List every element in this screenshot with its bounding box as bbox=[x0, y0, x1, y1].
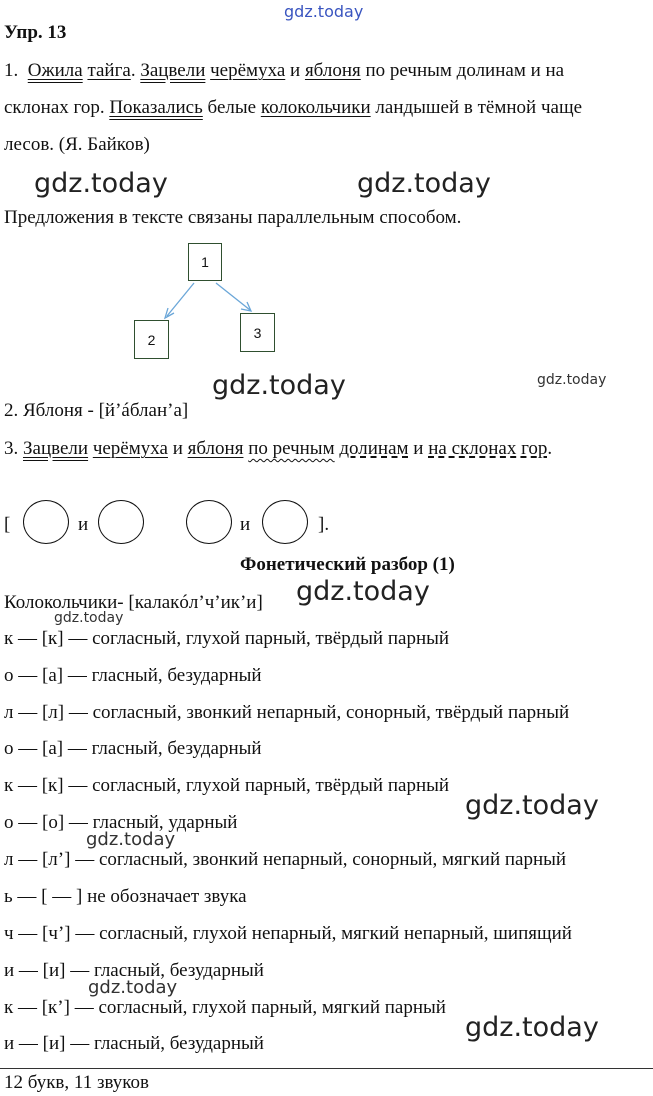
sentence-line-3: лесов. (Я. Байков) bbox=[4, 134, 150, 155]
predicate: Показались bbox=[109, 97, 203, 118]
scheme-and-1: и bbox=[78, 514, 89, 535]
phonetic-row: к — [к’] — согласный, глухой парный, мягкий парный bbox=[4, 997, 446, 1018]
phonetic-row: л — [л] — согласный, звонкий непарный, сонорный, твёрдый парный bbox=[4, 702, 570, 723]
subject: тайга bbox=[87, 60, 131, 81]
watermark: gdz.today bbox=[54, 610, 124, 626]
scheme-and-2: и bbox=[240, 514, 251, 535]
watermark: gdz.today bbox=[357, 168, 491, 199]
predicate: Зацвели bbox=[23, 438, 89, 459]
watermark-top: gdz.today bbox=[284, 2, 364, 21]
text: по речным долинам и на bbox=[365, 60, 565, 81]
subject: черёмуха bbox=[92, 438, 168, 459]
predicate: Ожила bbox=[27, 60, 83, 81]
subject: яблоня bbox=[304, 60, 361, 81]
conjunction: и bbox=[290, 60, 301, 81]
phonetic-row: о — [а] — гласный, безударный bbox=[4, 665, 262, 686]
punct: . bbox=[547, 438, 553, 459]
scheme-circle-2 bbox=[98, 500, 144, 544]
diagram-box-1 bbox=[188, 243, 222, 281]
watermark: gdz.today bbox=[465, 790, 599, 821]
watermark: gdz.today bbox=[296, 576, 430, 607]
scheme-circle-4 bbox=[262, 500, 308, 544]
exercise-title: Упр. 13 bbox=[4, 22, 67, 43]
item-number: 1. bbox=[4, 60, 19, 81]
watermark: gdz.today bbox=[88, 977, 178, 998]
punct: . bbox=[130, 60, 136, 81]
text: ландышей в тёмной чаще bbox=[375, 97, 583, 118]
scheme-circle-1 bbox=[23, 500, 69, 544]
phonetic-row: о — [о] — гласный, ударный bbox=[4, 812, 238, 833]
phonetic-row: и — [и] — гласный, безударный bbox=[4, 1033, 264, 1054]
phonetic-row: л — [л’] — согласный, звонкий непарный, сонорный, мягкий парный bbox=[4, 849, 567, 870]
watermark: gdz.today bbox=[86, 829, 176, 850]
conjunction: и bbox=[413, 438, 424, 459]
phonetic-row: к — [к] — согласный, глухой парный, твёрдый парный bbox=[4, 775, 450, 796]
phonetic-row: и — [и] — гласный, безударный bbox=[4, 960, 264, 981]
connection-text: Предложения в тексте связаны параллельным способом. bbox=[4, 207, 462, 228]
subject: черёмуха bbox=[210, 60, 286, 81]
phonetic-summary: 12 букв, 11 звуков bbox=[4, 1072, 150, 1093]
phonetic-row: к — [к] — согласный, глухой парный, твёрдый парный bbox=[4, 628, 450, 649]
phonetic-row: о — [а] — гласный, безударный bbox=[4, 738, 262, 759]
item-3 bbox=[4, 438, 552, 460]
phonetic-row: ь — [ — ] не обозначает звука bbox=[4, 886, 247, 907]
conjunction: и bbox=[172, 438, 183, 459]
predicate: Зацвели bbox=[140, 60, 206, 81]
circumstance: на склонах гор bbox=[428, 438, 548, 459]
text: склонах гор. bbox=[4, 97, 105, 118]
scheme-circle-3 bbox=[186, 500, 232, 544]
watermark: gdz.today bbox=[537, 372, 607, 388]
circumstance: долинам bbox=[339, 438, 409, 459]
subject: яблоня bbox=[187, 438, 244, 459]
box-label: 2 bbox=[147, 331, 156, 348]
subject: колокольчики bbox=[260, 97, 371, 118]
box-label: 1 bbox=[201, 254, 209, 270]
diagram-box-3 bbox=[240, 313, 275, 352]
item-2: 2. Яблоня - [й’áблан’а] bbox=[4, 400, 189, 421]
scheme-close-bracket: ]. bbox=[318, 514, 330, 535]
divider bbox=[0, 1068, 653, 1069]
phonetic-heading: Фонетический разбор (1) bbox=[240, 554, 455, 575]
box-label: 3 bbox=[253, 324, 262, 341]
diagram-box-2 bbox=[134, 320, 169, 359]
phonetic-row: ч — [ч’] — согласный, глухой непарный, мягкий непарный, шипящий bbox=[4, 923, 572, 944]
scheme-open-bracket: [ bbox=[4, 514, 11, 535]
watermark: gdz.today bbox=[465, 1012, 599, 1043]
watermark: gdz.today bbox=[34, 168, 168, 199]
text: белые bbox=[207, 97, 257, 118]
phonetic-word-line: Колокольчики- [калакóл’ч’ик’и] bbox=[4, 592, 263, 613]
definition: по речным bbox=[248, 438, 335, 459]
item-number: 3. bbox=[4, 438, 19, 459]
watermark: gdz.today bbox=[212, 370, 346, 401]
